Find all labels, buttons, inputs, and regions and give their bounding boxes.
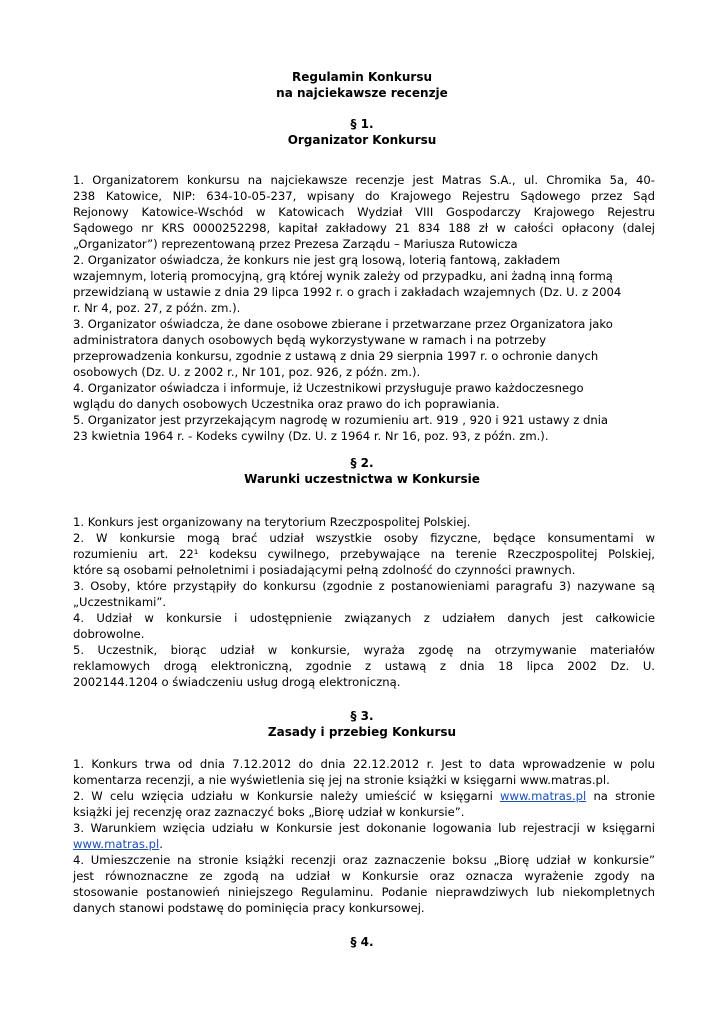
s3-line	[73, 836, 163, 852]
s1-line: 1. Organizatorem konkursu na najciekawsze recenzje jest Matras S.A., ul. Chromika 5a, 40-	[73, 173, 655, 187]
section-4-mark: § 4.	[350, 935, 374, 949]
s1-line: r. Nr 4, poz. 27, z późn. zm.).	[73, 301, 241, 315]
s1-line: wglądu do danych osobowych Uczestnika oraz prawo do ich poprawiania.	[73, 397, 500, 411]
section-2-mark: § 2.	[350, 456, 374, 470]
s3-line: stosowanie postanowień niniejszego Regulaminu. Podanie nieprawdziwych lub niekompletnych	[73, 885, 655, 899]
s2-line: „Uczestnikami”.	[73, 595, 167, 609]
s2-line: które są osobami pełnoletnimi i posiadającymi pełną zdolność do czynności prawnych.	[73, 563, 576, 577]
s1-line: 23 kwietnia 1964 r. - Kodeks cywilny (Dz. U. z 1964 r. Nr 16, poz. 93, z późn. zm.).	[73, 429, 549, 443]
s3-p2-text-end: na stronie	[586, 789, 655, 803]
s1-line: 3. Organizator oświadcza, że dane osobowe zbierane i przetwarzane przez Organizatora jako	[73, 317, 613, 331]
s1-line: przewidzianą w ustawie z dnia 29 lipca 1992 r. o grach i zakładach wzajemnych (Dz. U. z 2004	[73, 285, 622, 299]
section-2-heading: Warunki uczestnictwa w Konkursie	[244, 472, 480, 486]
s1-line: administratora danych osobowych będą wykorzystywane w ramach i na potrzeby	[73, 333, 547, 347]
doc-title: Regulamin Konkursu	[291, 70, 433, 84]
s1-line: Sądowego nr KRS 0000252298, kapitał zakładowy 21 834 188 zł w całości opłacony (dalej	[73, 221, 655, 235]
s2-line: 4. Udział w konkursie i udostępnienie związanych z udziałem danych jest całkowicie	[73, 611, 655, 625]
s3-line: 1. Konkurs trwa od dnia 7.12.2012 do dnia 22.12.2012 r. Jest to data wprowadzenie w polu	[73, 757, 655, 771]
doc-subtitle: na najciekawsze recenzje	[276, 86, 448, 100]
s1-line: 238 Katowice, NIP: 634-10-05-237, wpisany do Krajowego Rejestru Sądowego przez Sąd	[73, 189, 655, 203]
s2-line: 1. Konkurs jest organizowany na terytorium Rzeczpospolitej Polskiej.	[73, 515, 471, 529]
matras-link[interactable]: www.matras.pl	[500, 789, 587, 803]
s3-line: jest równoznaczne ze zgodą na udział w Konkursie oraz oznacza wyrażenie zgody na	[73, 869, 655, 883]
s1-line: 2. Organizator oświadcza, że konkurs nie jest grą losową, loterią fantową, zakładem	[73, 253, 561, 267]
s3-line: 3. Warunkiem wzięcia udziału w Konkursie jest dokonanie logowania lub rejestracji w księgarni	[73, 821, 655, 835]
s3-line: książki jej recenzję oraz zaznaczyć boks „Biorę udział w konkursie”.	[73, 805, 465, 819]
s3-p3-end: .	[159, 837, 163, 851]
section-1-mark: § 1.	[350, 117, 374, 131]
section-3-mark: § 3.	[350, 709, 374, 723]
s1-line: „Organizator”) reprezentowaną przez Prezesa Zarządu – Mariusza Rutowicza	[73, 237, 518, 251]
s3-line: komentarza recenzji, a nie wyświetlenia się jej na stronie książki w księgarni www.matras.pl.	[73, 773, 610, 787]
matras-link[interactable]: www.matras.pl	[73, 837, 160, 851]
s3-p2-text: 2. W celu wzięcia udziału w Konkursie należy umieścić w księgarni	[73, 789, 501, 803]
s1-line: 4. Organizator oświadcza i informuje, iż Uczestnikowi przysługuje prawo każdoczesnego	[73, 381, 584, 395]
s3-line: 4. Umieszczenie na stronie książki recenzji oraz zaznaczenie boksu „Biorę udział w konkursie”	[73, 853, 655, 867]
s1-line: przeprowadzenia konkursu, zgodnie z ustawą z dnia 29 sierpnia 1997 r. o ochronie danych	[73, 349, 599, 363]
s2-line: 2002144.1204 o świadczeniu usług drogą elektroniczną.	[73, 675, 401, 689]
s1-line: Rejonowy Katowice-Wschód w Katowicach Wydział VIII Gospodarczy Krajowego Rejestru	[73, 205, 655, 219]
s3-line: danych stanowi podstawę do pominięcia pracy konkursowej.	[73, 901, 425, 915]
s2-line: reklamowych drogą elektroniczną, zgodnie z ustawą z dnia 18 lipca 2002 Dz. U.	[73, 659, 655, 673]
s2-line: rozumieniu art. 22¹ kodeksu cywilnego, przebywające na terenie Rzeczpospolitej Polskiej,	[73, 547, 655, 561]
s2-line: 2. W konkursie mogą brać udział wszystkie osoby fizyczne, będące konsumentami w	[73, 531, 655, 545]
s3-line	[73, 788, 655, 804]
section-1-heading: Organizator Konkursu	[287, 133, 437, 147]
section-3-heading: Zasady i przebieg Konkursu	[267, 725, 457, 739]
s1-line: wzajemnym, loterią promocyjną, grą której wynik zależy od przypadku, ani żadną inną formą	[73, 269, 613, 283]
s1-line: osobowych (Dz. U. z 2002 r., Nr 101, poz. 926, z późn. zm.).	[73, 365, 421, 379]
s2-line: 3. Osoby, które przystąpiły do konkursu (zgodnie z postanowieniami paragrafu 3) nazywane są	[73, 579, 655, 593]
s2-line: 5. Uczestnik, biorąc udział w konkursie, wyraża zgodę na otrzymywanie materiałów	[73, 643, 655, 657]
s2-line: dobrowolne.	[73, 627, 145, 641]
s1-line: 5. Organizator jest przyrzekającym nagrodę w rozumieniu art. 919 , 920 i 921 ustawy z dnia	[73, 413, 609, 427]
